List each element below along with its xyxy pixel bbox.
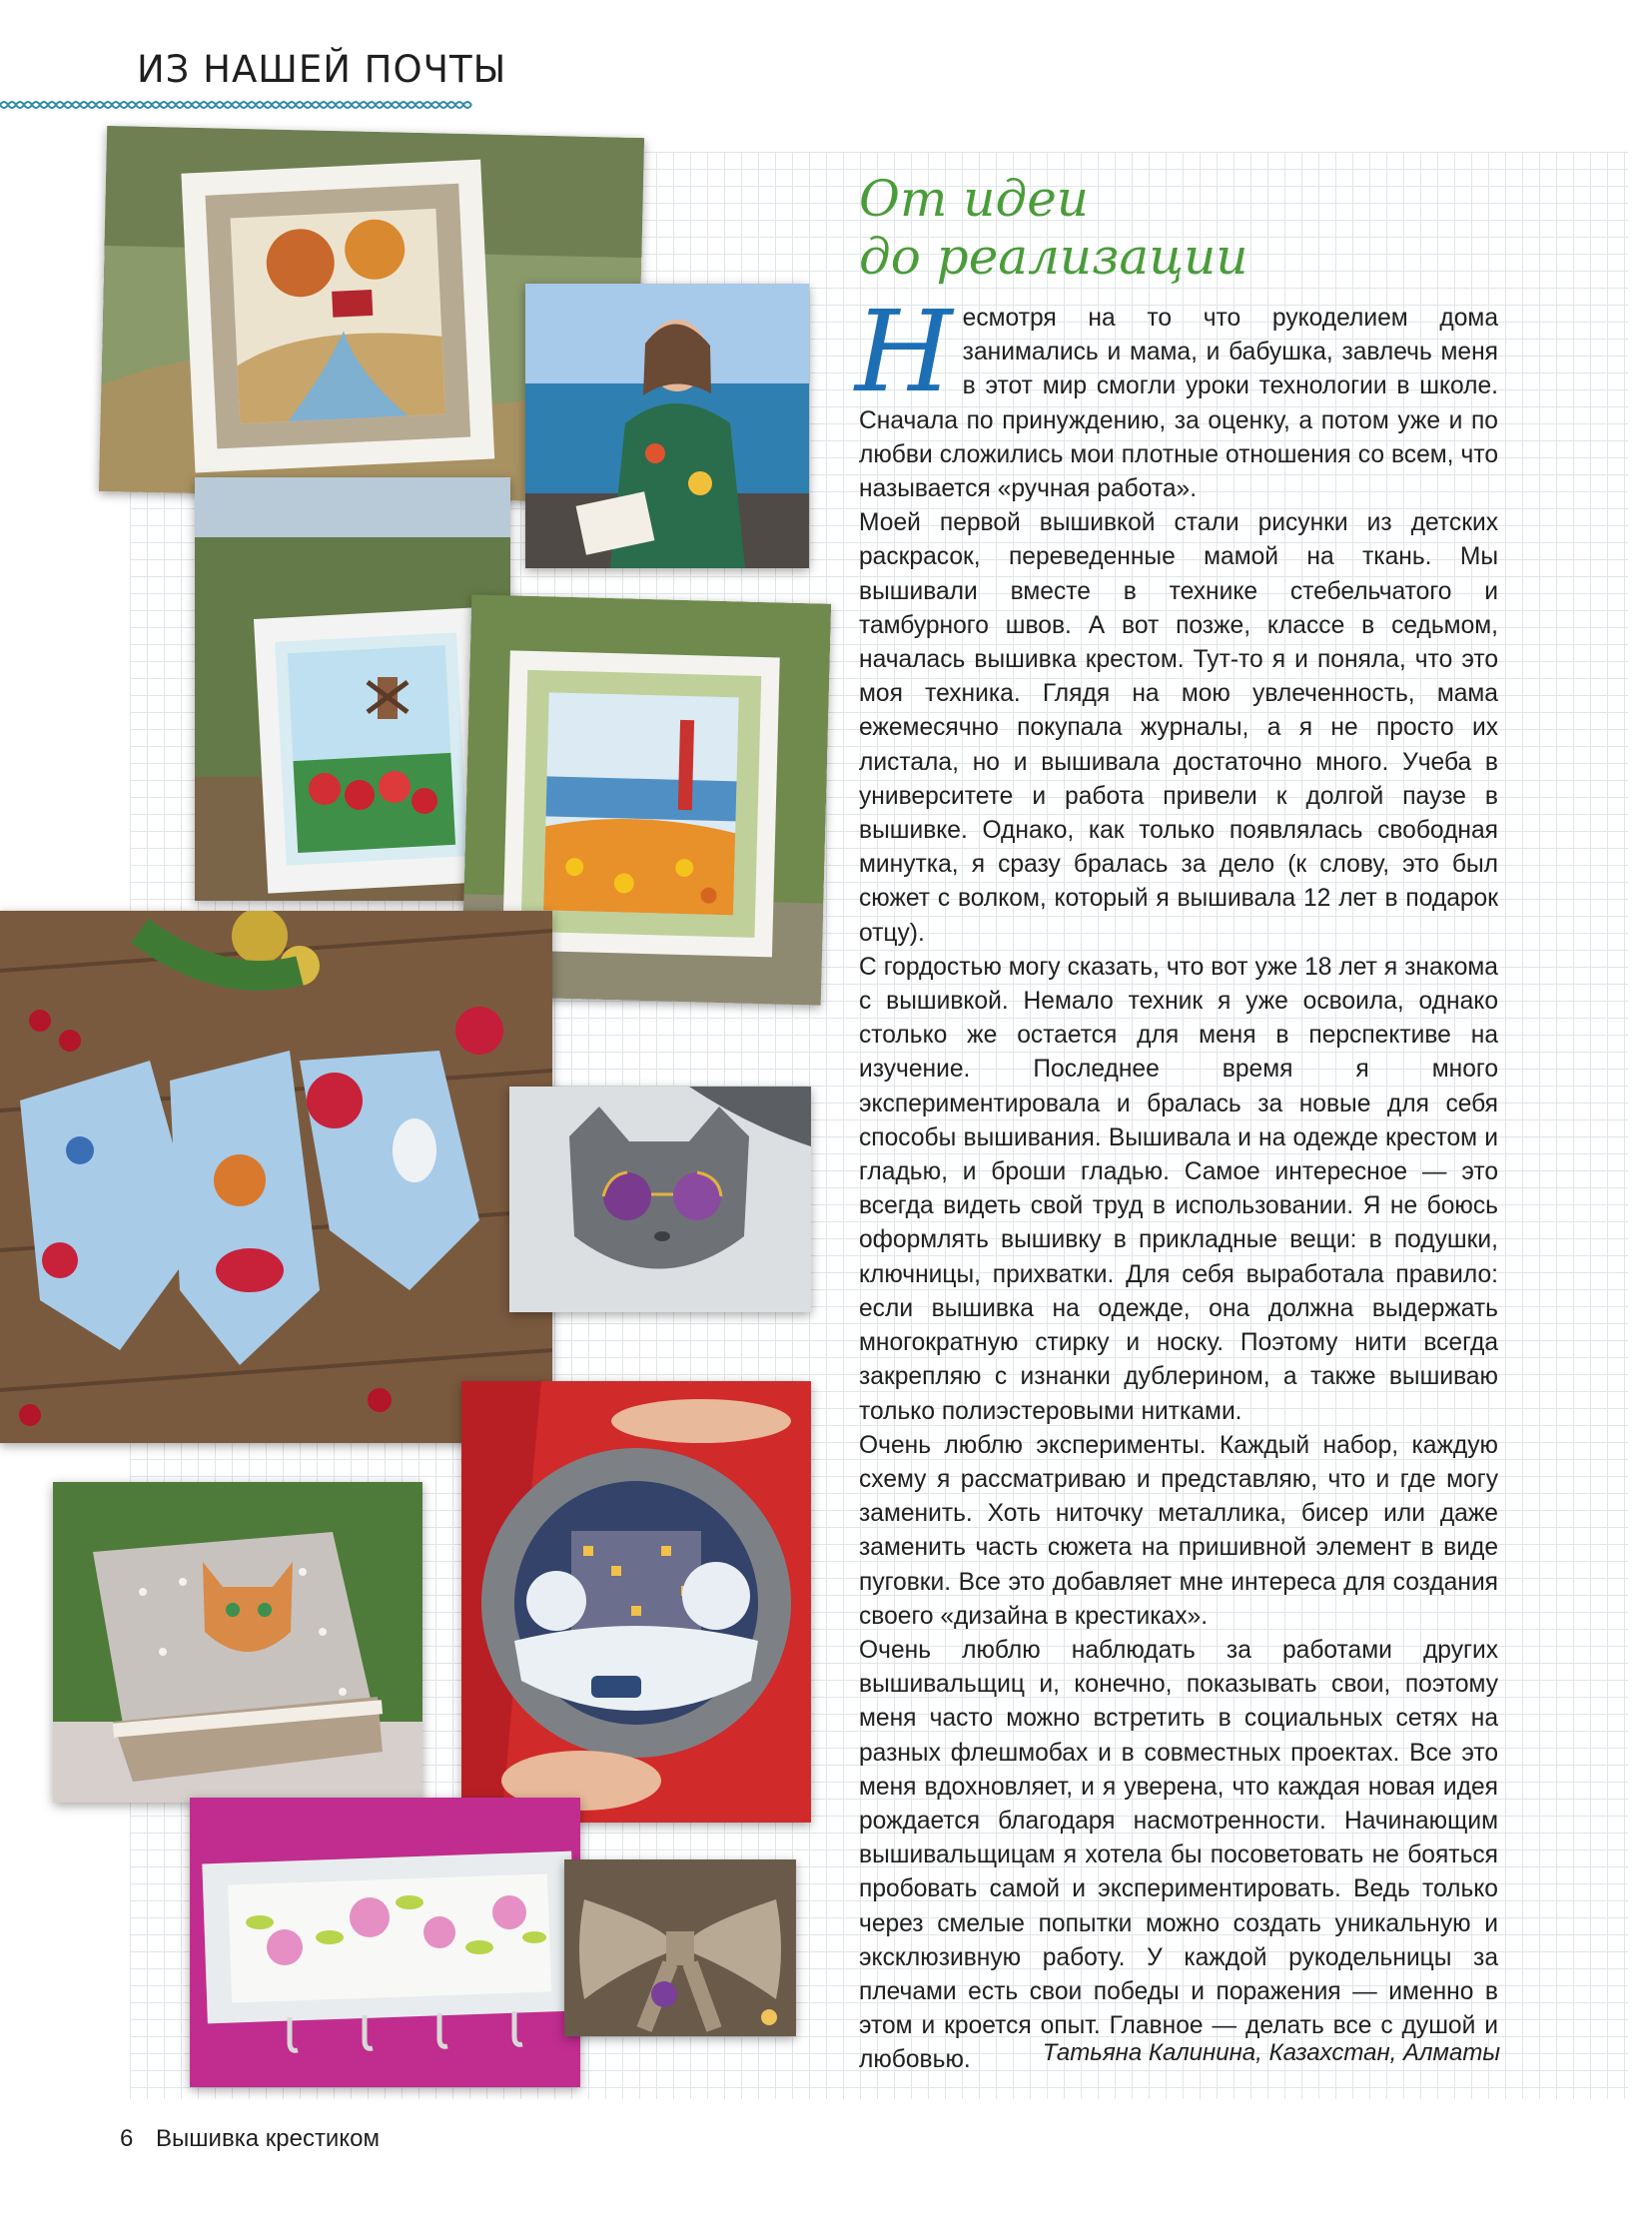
photo-cat-pillow [53, 1482, 422, 1803]
photo-cat-brooch [509, 1087, 811, 1312]
paragraph-3: С гордостью могу сказать, что вот уже 18 лет я знакома с вышивкой. Немало техник я уже освоила, однако столько же остается для меня в перспективе на изучение. Последнее время я много экспериментировала и бралась за новые для себя способы вышивания. Вышивала и на одежде крестом и гладью, и броши гладью. Самое интересное — это всегда видеть свой труд в использовании. Я не боюсь оформлять вышивку в прикладные вещи: в подушки, ключницы, прихватки. Для себя выработала правило: если вышивка на одежде, она должна выдержать многократную стирку и носку. Поэтому нити всегда закрепляю с изнанки дублерином, а также вышиваю только полиэстеровыми нитками. [859, 953, 1498, 1425]
headline-line-2: до реализации [859, 228, 1248, 286]
headline-line-1: От идеи [859, 170, 1089, 228]
author-signature: Татьяна Калинина, Казахстан, Алматы [1042, 2039, 1500, 2066]
paragraph-2: Моей первой вышивкой стали рисунки из детских раскрасок, переведенные мамой на ткань. Мы вышивали вместе в технике стебельчатого и тамбурного швов. А вот позже, классе в седьмом, началась вышивка крестом. Тут-то я и поняла, что это моя техника. Глядя на мою увлеченность, мама ежемесячно покупала журналы, а я не просто их листала, но и вышивала достаточно много. Учеба в университете и работа привели к долгой паузе в вышивке. Однако, как только появлялась свободная минутка, я сразу бралась за дело (к слову, это был сюжет с волком, который я вышивала 12 лет в подарок отцу). [859, 509, 1498, 947]
paragraph-1-text: есмотря на то что рукоделием дома занимались и мама, и бабушка, завлечь меня в этот мир смогли уроки технологии в школе. Сначала по принуждению, за оценку, а потом уже и по любви сложились мои плотные отношения со всем, что называется «ручная работа». [859, 305, 1498, 503]
wave-divider [0, 98, 472, 112]
paragraph-4: Очень люблю эксперименты. Каждый набор, каждую схему я рассматриваю и представляю, что и где могу заменить. Хоть ниточку металлика, бисер или даже заменить часть сюжета на пришивной элемент в виде пуговки. Все это добавляет мне интереса для создания своего «дизайна в крестиках». [859, 1431, 1498, 1630]
magazine-title: Вышивка крестиком [156, 2125, 380, 2152]
photo-windmill-embroidery [195, 477, 510, 901]
article-body [855, 288, 1498, 2078]
photo-winter-hoop [461, 1381, 811, 1823]
photo-author-portrait [525, 284, 809, 568]
paragraph-5: Очень люблю наблюдать за работами других вышивальщиц и, конечно, показывать свои, поэтому меня часто можно встретить в социальных сетях на разных флешмобах и в совместных проектах. Все это меня вдохновляет, и я уверена, что каждая новая идея рождается благодаря насмотренности. Начинающим вышивальщицам я хотела бы посоветовать не бояться пробовать самой и экспериментировать. Ведь только через смелые попытки можно создать уникальную и эксклюзивную работу. У каждой рукодельницы за плечами есть свои победы и поражения — именно в этом и кроется опыт. Главное — делать все с душой и любовью. [859, 1636, 1498, 2074]
page-number: 6 [120, 2125, 134, 2152]
photo-christmas-bookmarks [0, 911, 552, 1443]
photo-linen-bow [564, 1859, 796, 2036]
page-footer [120, 2125, 380, 2153]
drop-cap: Н [855, 288, 953, 417]
paragraph-1 [855, 288, 1498, 506]
photo-floral-key-holder [190, 1798, 580, 2087]
section-title: ИЗ НАШЕЙ ПОЧТЫ [137, 48, 507, 91]
article-headline [859, 170, 1248, 286]
